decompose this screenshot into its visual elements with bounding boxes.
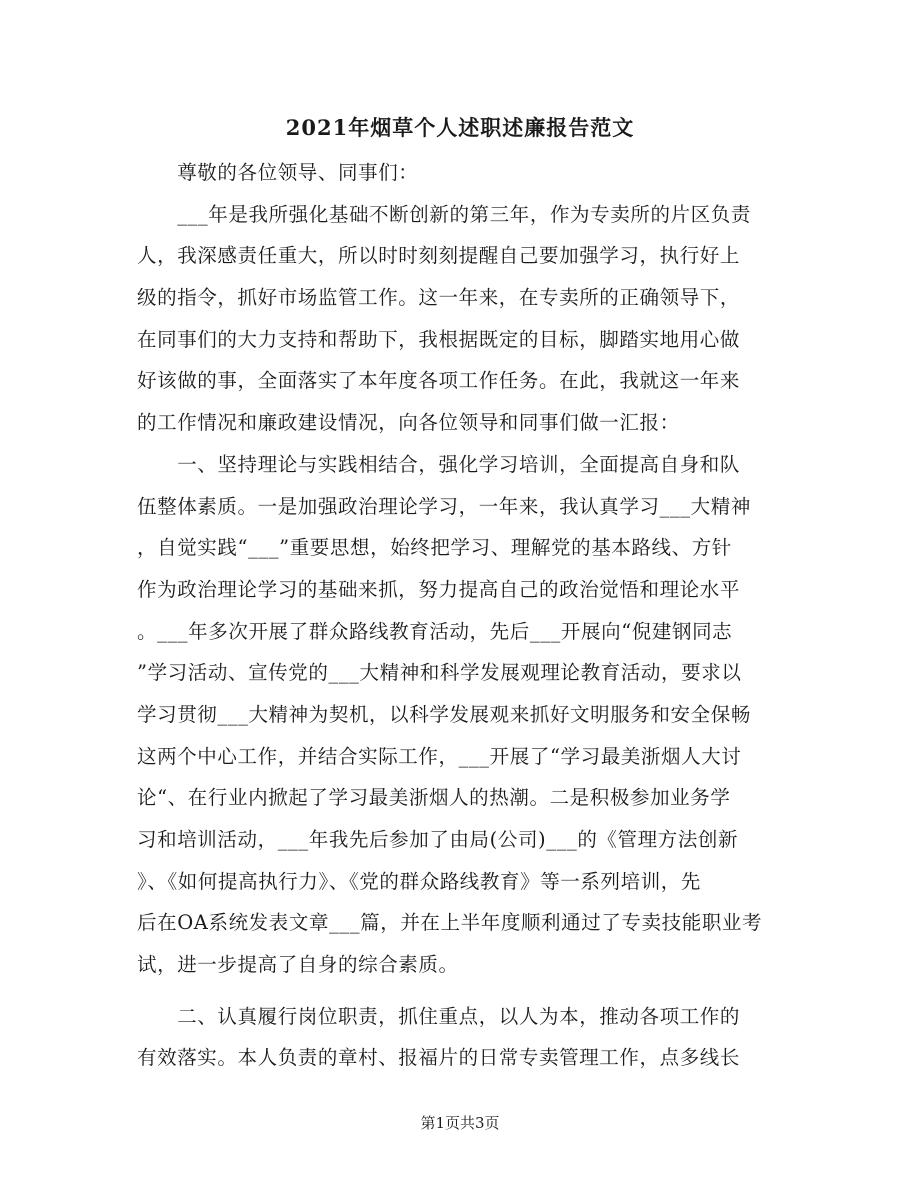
text-line: ”学习活动、宣传党的___大精神和科学发展观理论教育活动，要求以 [137,661,742,685]
paragraph-gap [137,986,787,996]
text-line: 的工作情况和廉政建设情况，向各位领导和同事们做一汇报： [137,411,680,435]
document-title: 2021年烟草个人述职述廉报告范文 [285,115,635,140]
text-line: 论“、在行业内掀起了学习最美浙烟人的热潮。二是积极参加业务学 [137,786,731,810]
text-line: 人，我深感责任重大，所以时时刻刻提醒自己要加强学习，执行好上 [137,244,741,268]
page-indicator: 第1页共3页 [420,1114,500,1132]
text-line: 学习贯彻___大精神为契机，以科学发展观来抓好文明服务和安全保畅 [137,702,751,726]
text-line: 级的指令，抓好市场监管工作。这一年来，在专卖所的正确领导下， [137,286,741,310]
text-line: 作为政治理论学习的基础来抓，努力提高自己的政治觉悟和理论水平 [137,577,741,601]
text-line: 这两个中心工作，并结合实际工作，___开展了“学习最美浙烟人大讨 [137,744,742,768]
text-line: 好该做的事，全面落实了本年度各项工作任务。在此，我就这一年来 [137,369,741,393]
document-body [137,152,787,1079]
text-line: 试，进一步提高了自身的综合素质。 [137,953,459,977]
text-line: ，自觉实践“___”重要思想，始终把学习、理解党的基本路线、方针 [137,536,732,560]
text-line: 》、《如何提高执行力》、《党的群众路线教育》等一系列培训，先 [137,869,702,893]
text-line: 在同事们的大力支持和帮助下，我根据既定的目标，脚踏实地用心做 [137,327,741,351]
text-line: 有效落实。本人负责的章村、报福片的日常专卖管理工作，点多线长 [137,1046,741,1070]
text-line: 习和培训活动，___年我先后参加了由局(公司)___的《管理方法创新 [137,828,739,851]
text-line: ___年是我所强化基础不断创新的第三年，作为专卖所的片区负责 [137,202,751,226]
text-line: 二、认真履行岗位职责，抓住重点，以人为本，推动各项工作的 [137,1004,741,1028]
text-line: 一、坚持理论与实践相结合，强化学习培训，全面提高自身和队 [137,452,741,476]
text-line: 伍整体素质。一是加强政治理论学习，一年来，我认真学习___大精神 [137,494,751,518]
text-line: 。___年多次开展了群众路线教育活动，先后___开展向“倪建钢同志 [137,619,733,643]
text-line: 后在OA系统发表文章___篇，并在上半年度顺利通过了专卖技能职业考 [137,911,763,935]
text-line: 尊敬的各位领导、同事们： [137,161,419,184]
